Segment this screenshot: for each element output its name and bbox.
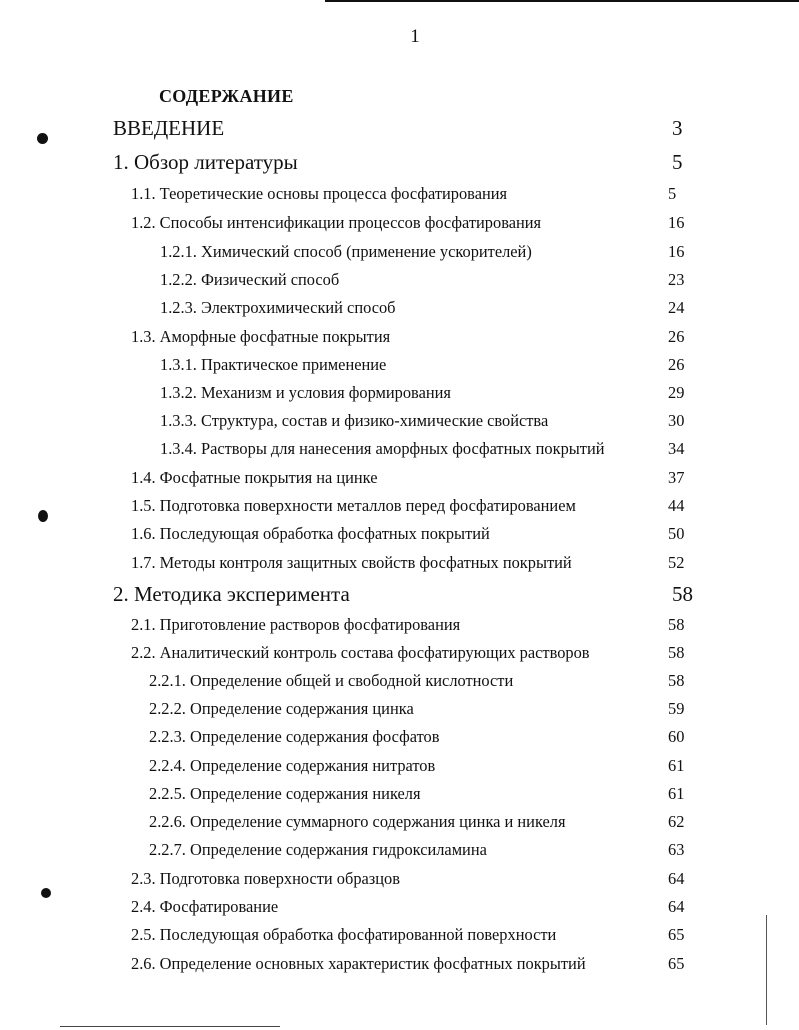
toc-entry <box>0 671 799 695</box>
toc-entry <box>0 954 799 978</box>
toc-entry-page: 29 <box>668 383 685 402</box>
toc-entry <box>0 524 799 548</box>
toc-entry-label: 2.6. Определение основных характеристик фосфатных покрытий <box>131 954 586 973</box>
toc-entry-page: 5 <box>672 150 683 174</box>
toc-entry-label: 2.2.1. Определение общей и свободной кислотности <box>149 671 514 690</box>
toc-entry-label: 2.2. Аналитический контроль состава фосфатирующих растворов <box>131 643 590 662</box>
toc-entry-page: 37 <box>668 468 685 487</box>
toc-entry <box>0 925 799 949</box>
toc-entry-page: 63 <box>668 840 685 859</box>
toc-entry-label: 1.6. Последующая обработка фосфатных покрытий <box>131 524 490 543</box>
toc-entry-label: 2.2.6. Определение суммарного содержания цинка и никеля <box>149 812 566 831</box>
toc-entry <box>0 355 799 379</box>
toc-entry-label: 2.5. Последующая обработка фосфатированной поверхности <box>131 925 557 944</box>
toc-entry-label: 1.2.3. Электрохимический способ <box>160 298 396 317</box>
toc-entry-page: 58 <box>672 582 693 606</box>
toc-entry-page: 30 <box>668 411 685 430</box>
toc-entry-label: 1.3.4. Растворы для нанесения аморфных фосфатных покрытий <box>160 439 605 458</box>
toc-entry-page: 60 <box>668 727 685 746</box>
toc-entry <box>0 784 799 808</box>
toc-entry <box>0 150 799 174</box>
toc-entry-page: 62 <box>668 812 685 831</box>
toc-entry-page: 58 <box>668 615 685 634</box>
toc-entry-label: 1.1. Теоретические основы процесса фосфатирования <box>131 184 508 203</box>
toc-entry <box>0 213 799 237</box>
toc-entry <box>0 643 799 667</box>
scan-edge-bottom <box>60 1026 280 1027</box>
toc-entry-label: 2.3. Подготовка поверхности образцов <box>131 869 400 888</box>
toc-entry-label: 2. Методика эксперимента <box>113 582 350 606</box>
toc-entry <box>0 116 799 140</box>
toc-entry-page: 58 <box>668 643 685 662</box>
toc-entry <box>0 840 799 864</box>
toc-entry-label: 1.2.1. Химический способ (применение ускорителей) <box>160 242 532 261</box>
toc-entry-label: 2.2.3. Определение содержания фосфатов <box>149 727 440 746</box>
toc-entry-page: 64 <box>668 869 685 888</box>
toc-entry-label: 2.2.7. Определение содержания гидроксиламина <box>149 840 487 859</box>
scan-edge-top <box>325 0 799 2</box>
toc-entry <box>0 242 799 266</box>
toc-entry <box>0 496 799 520</box>
toc-entry-page: 58 <box>668 671 685 690</box>
toc-entry-label: ВВЕДЕНИЕ <box>113 116 225 140</box>
toc-entry-page: 5 <box>668 184 677 203</box>
toc-entry <box>0 270 799 294</box>
toc-entry-page: 26 <box>668 355 685 374</box>
toc-entry <box>0 468 799 492</box>
toc-entry-page: 34 <box>668 439 685 458</box>
toc-entry-page: 16 <box>668 242 685 261</box>
toc-entry-label: 2.1. Приготовление растворов фосфатирования <box>131 615 461 634</box>
toc-entry <box>0 184 799 208</box>
toc-entry-page: 65 <box>668 954 685 973</box>
toc-entry-page: 44 <box>668 496 685 515</box>
toc-entry <box>0 756 799 780</box>
toc-entry <box>0 298 799 322</box>
toc-entry-label: 1.2. Способы интенсификации процессов фосфатирования <box>131 213 542 232</box>
toc-title: СОДЕРЖАНИЕ <box>159 86 294 106</box>
toc-entry <box>0 411 799 435</box>
toc-entry-label: 1.2.2. Физический способ <box>160 270 340 289</box>
toc-entry-page: 16 <box>668 213 685 232</box>
page-number: 1 <box>410 26 420 47</box>
toc-entry <box>0 812 799 836</box>
toc-entry-page: 61 <box>668 756 685 775</box>
toc-entry-label: 2.4. Фосфатирование <box>131 897 279 916</box>
toc-entry-label: 1.3.2. Механизм и условия формирования <box>160 383 451 402</box>
toc-entry-page: 52 <box>668 553 685 572</box>
toc-entry-label: 2.2.2. Определение содержания цинка <box>149 699 414 718</box>
toc-entry <box>0 615 799 639</box>
toc-entry-page: 26 <box>668 327 685 346</box>
toc-entry-label: 2.2.5. Определение содержания никеля <box>149 784 421 803</box>
toc-entry <box>0 383 799 407</box>
toc-entry-page: 23 <box>668 270 685 289</box>
toc-entry-page: 50 <box>668 524 685 543</box>
toc-entry-label: 1.3.1. Практическое применение <box>160 355 387 374</box>
toc-entry-page: 3 <box>672 116 683 140</box>
toc-entry <box>0 869 799 893</box>
toc-entry <box>0 553 799 577</box>
toc-entry <box>0 439 799 463</box>
toc-entry <box>0 897 799 921</box>
toc-entry-page: 61 <box>668 784 685 803</box>
toc-entry-page: 64 <box>668 897 685 916</box>
toc-entry-label: 2.2.4. Определение содержания нитратов <box>149 756 436 775</box>
toc-entry-label: 1. Обзор литературы <box>113 150 298 174</box>
toc-entry-page: 65 <box>668 925 685 944</box>
toc-entry-label: 1.4. Фосфатные покрытия на цинке <box>131 468 378 487</box>
toc-entry <box>0 582 799 606</box>
toc-entry-page: 59 <box>668 699 685 718</box>
toc-entry <box>0 327 799 351</box>
toc-entry <box>0 727 799 751</box>
toc-entry <box>0 699 799 723</box>
toc-entry-label: 1.7. Методы контроля защитных свойств фосфатных покрытий <box>131 553 572 572</box>
toc-entry-label: 1.5. Подготовка поверхности металлов перед фосфатированием <box>131 496 576 515</box>
toc-entry-page: 24 <box>668 298 685 317</box>
toc-entry-label: 1.3. Аморфные фосфатные покрытия <box>131 327 391 346</box>
toc-entry-label: 1.3.3. Структура, состав и физико-химические свойства <box>160 411 549 430</box>
